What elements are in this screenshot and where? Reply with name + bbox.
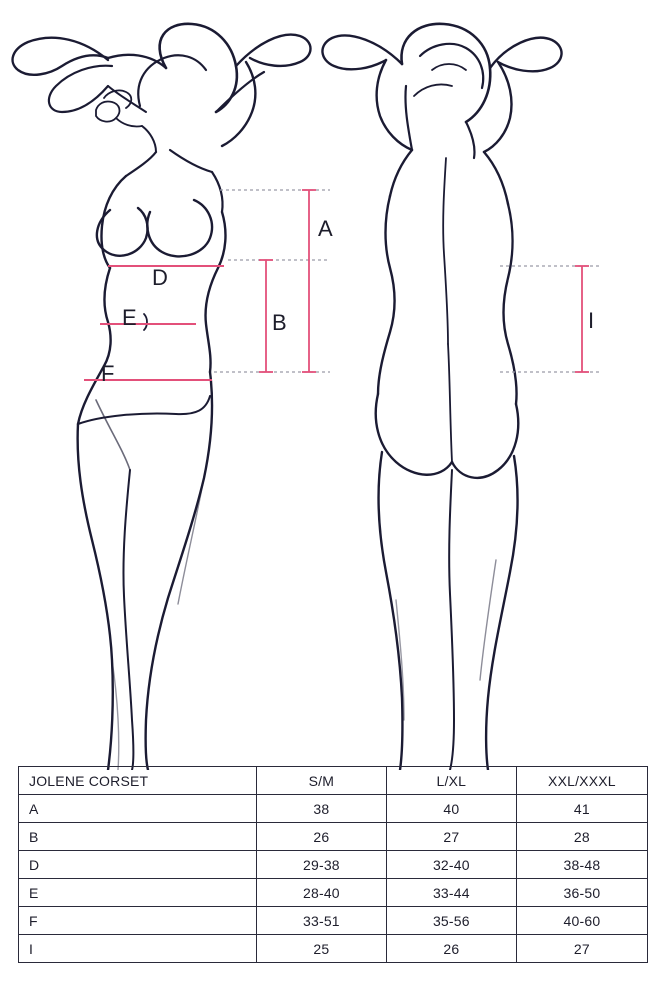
row-label-d: D [19,851,257,879]
front-view-figure [13,24,311,770]
row-i-lxl: 26 [386,935,516,963]
row-b-xxl: 28 [516,823,647,851]
row-b-lxl: 27 [386,823,516,851]
table-row [19,851,648,879]
row-b-sm: 26 [256,823,386,851]
table-header-size-xxl: XXL/XXXL [516,767,647,795]
row-label-e: E [19,879,257,907]
label-b: B [272,310,287,335]
row-label-b: B [19,823,257,851]
label-d: D [152,265,168,290]
row-e-sm: 28-40 [256,879,386,907]
row-e-lxl: 33-44 [386,879,516,907]
table-row [19,935,648,963]
row-f-lxl: 35-56 [386,907,516,935]
label-i: I [588,308,595,333]
label-f: F [101,361,115,386]
size-chart-table [18,766,648,963]
row-f-xxl: 40-60 [516,907,647,935]
row-label-i: I [19,935,257,963]
row-a-lxl: 40 [386,795,516,823]
back-view-figure [322,24,561,770]
row-i-sm: 25 [256,935,386,963]
table-header-size-sm: S/M [256,767,386,795]
row-a-xxl: 41 [516,795,647,823]
row-d-sm: 29-38 [256,851,386,879]
back-measurement-guides [500,266,602,372]
table-row [19,795,648,823]
row-a-sm: 38 [256,795,386,823]
row-f-sm: 33-51 [256,907,386,935]
row-i-xxl: 27 [516,935,647,963]
row-d-lxl: 32-40 [386,851,516,879]
row-label-a: A [19,795,257,823]
table-header-size-lxl: L/XL [386,767,516,795]
table-row [19,879,648,907]
label-e: E [122,305,137,330]
label-a: A [318,216,333,241]
front-measurement-guides [84,190,333,386]
table-header-product: JOLENE CORSET [19,767,257,795]
table-header-row [19,767,648,795]
row-d-xxl: 38-48 [516,851,647,879]
row-label-f: F [19,907,257,935]
table-row [19,907,648,935]
table-row [19,823,648,851]
row-e-xxl: 36-50 [516,879,647,907]
